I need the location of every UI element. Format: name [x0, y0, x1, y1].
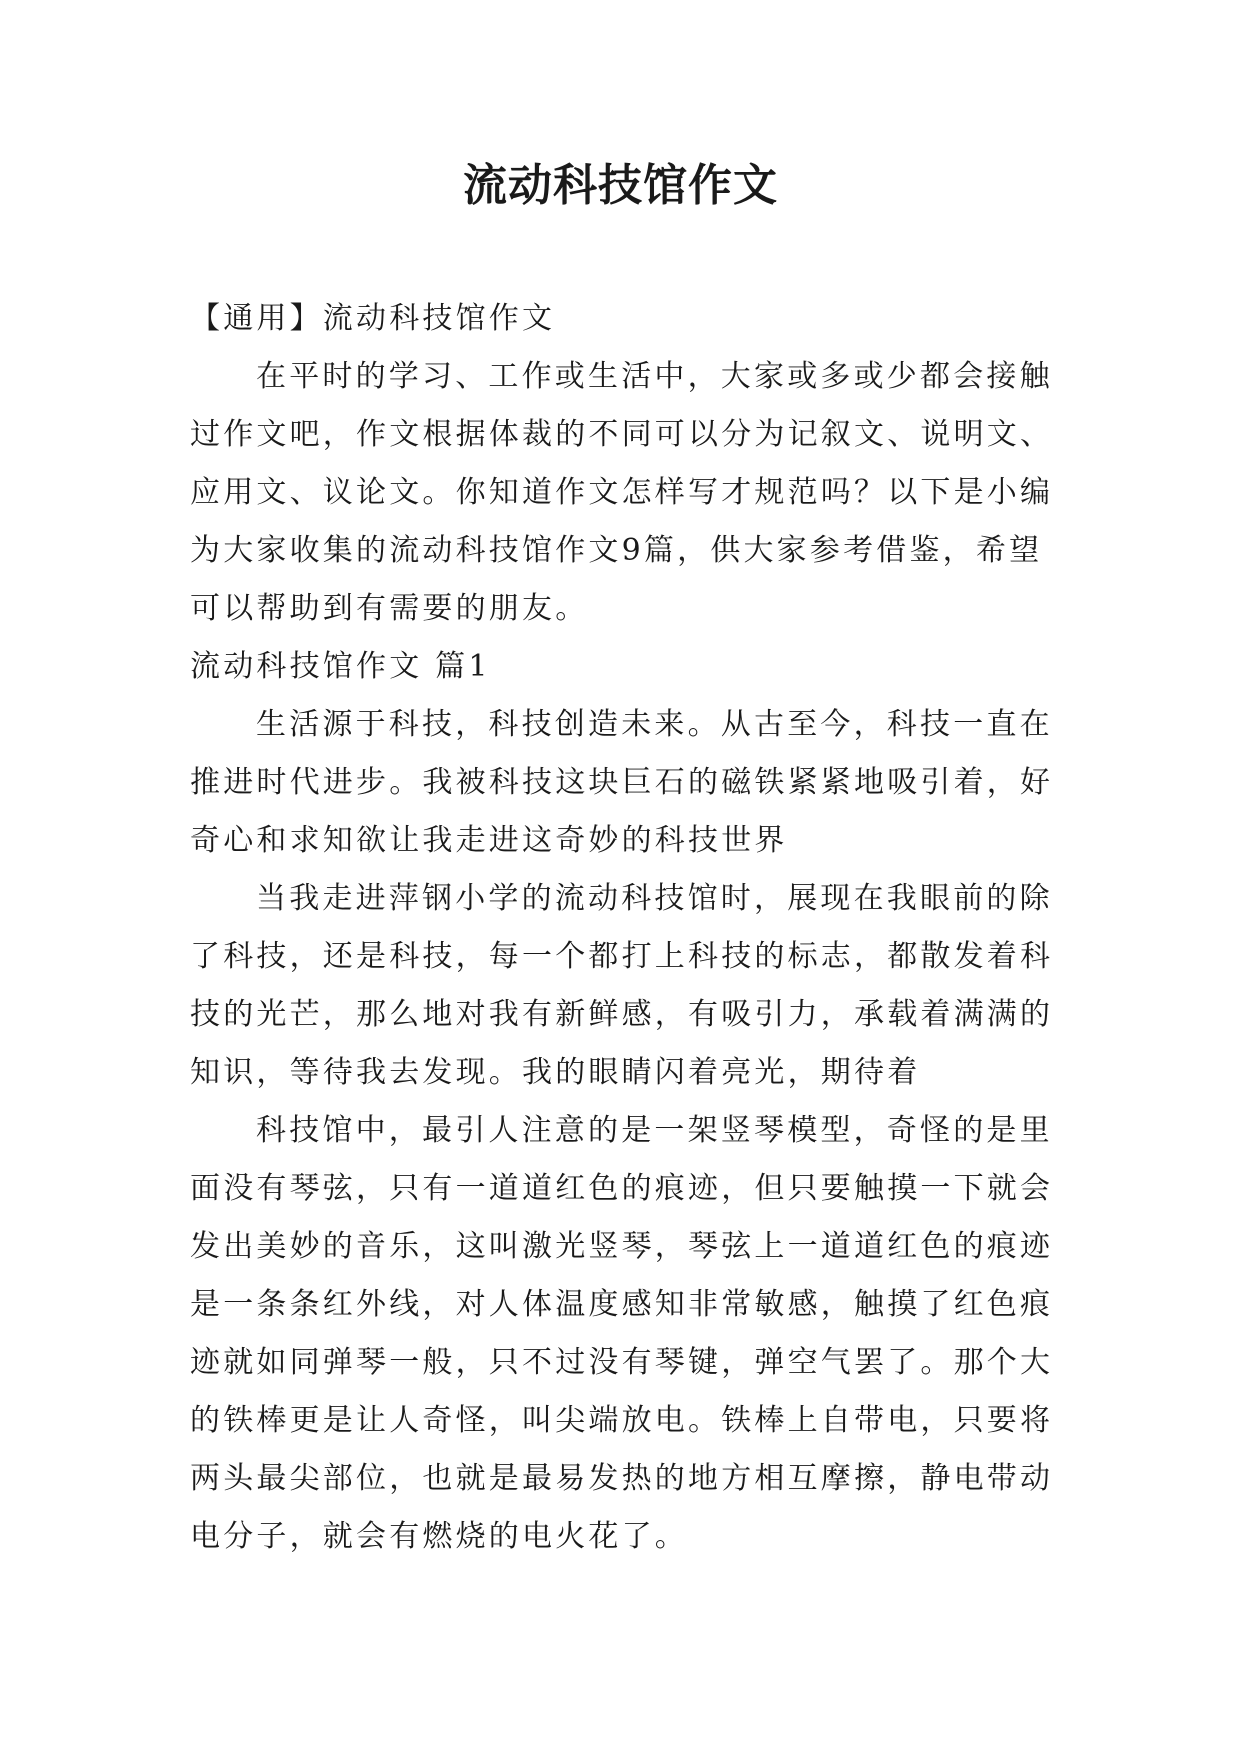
intro-paragraph: 在平时的学习、工作或生活中，大家或多或少都会接触过作文吧，作文根据体裁的不同可以分为记叙文、说明文、应用文、议论文。你知道作文怎样写才规范吗？以下是小编为大家收集的流动科技馆作文9篇，供大家参考借鉴，希望可以帮助到有需要的朋友。: [190, 359, 1054, 626]
section-heading: 流动科技馆作文 篇1: [190, 649, 491, 684]
body-paragraph: 当我走进萍钢小学的流动科技馆时，展现在我眼前的除了科技，还是科技，每一个都打上科技的标志，都散发着科技的光芒，那么地对我有新鲜感，有吸引力，承载着满满的知识，等待我去发现。我的眼睛闪着亮光，期待着: [190, 881, 1054, 1090]
document-body: [190, 290, 1060, 1566]
subtitle-paragraph: 【通用】流动科技馆作文: [190, 301, 556, 336]
body-paragraph: 科技馆中，最引人注意的是一架竖琴模型，奇怪的是里面没有琴弦，只有一道道红色的痕迹，但只要触摸一下就会发出美妙的音乐，这叫激光竖琴，琴弦上一道道红色的痕迹是一条条红外线，对人体温度感知非常敏感，触摸了红色痕迹就如同弹琴一般，只不过没有琴键，弹空气罢了。那个大的铁棒更是让人奇怪，叫尖端放电。铁棒上自带电，只要将两头最尖部位，也就是最易发热的地方相互摩擦，静电带动电分子，就会有燃烧的电火花了。: [190, 1113, 1054, 1554]
document-title: 流动科技馆作文: [463, 160, 778, 211]
body-paragraph: 生活源于科技，科技创造未来。从古至今，科技一直在推进时代进步。我被科技这块巨石的磁铁紧紧地吸引着，好奇心和求知欲让我走进这奇妙的科技世界: [190, 707, 1054, 858]
